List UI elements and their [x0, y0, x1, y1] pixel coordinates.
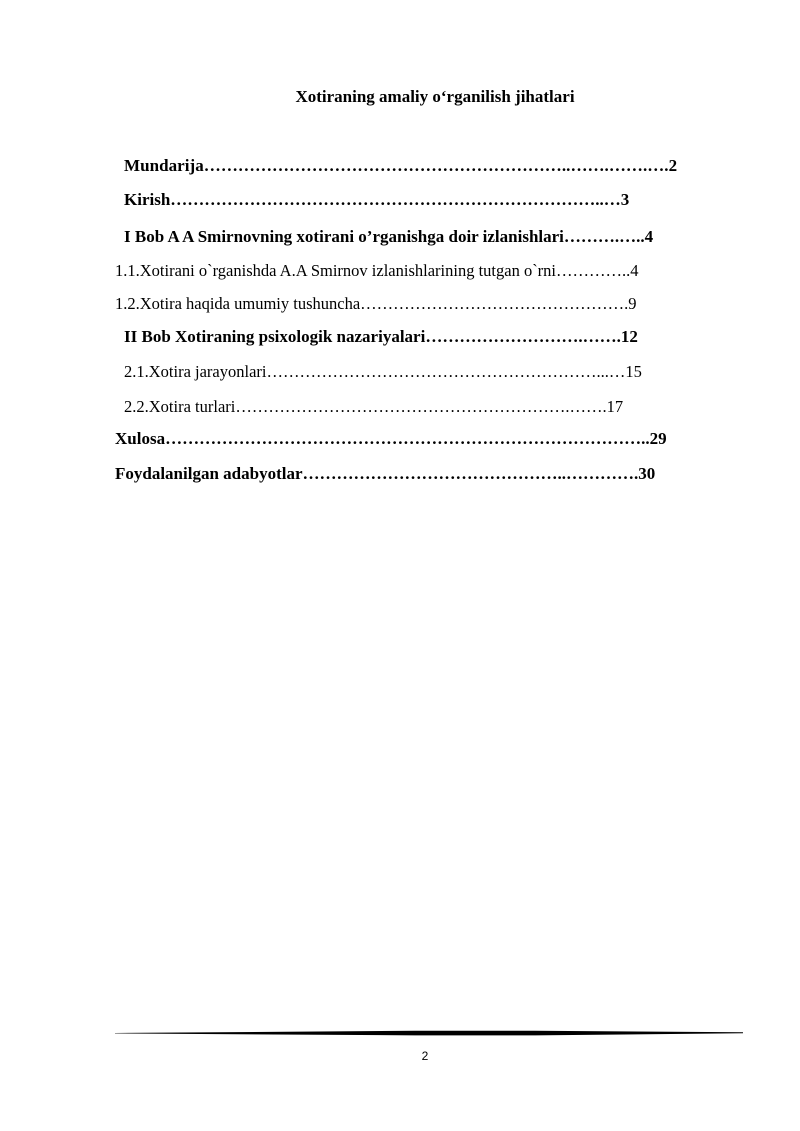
toc-entry-section-2-1[interactable]: 2.1.Xotira jarayonlari……………………………………………………...…15: [124, 362, 642, 381]
toc-entry-chapter-1[interactable]: I Bob A A Smirnovning xotirani o’rganishga doir izlanishlari……….…..4: [124, 227, 654, 246]
toc-entry-section-1-2[interactable]: 1.2.Xotira haqida umumiy tushuncha………………………………………….9: [115, 294, 637, 313]
footer-divider: [115, 1029, 743, 1037]
toc-entry-mundarija[interactable]: Mundarija………………………………………………………..…….…….….2: [124, 156, 678, 175]
toc-entry-section-2-2[interactable]: 2.2.Xotira turlari…………………………………………………….…….17: [124, 397, 624, 416]
toc-entry-xulosa[interactable]: Xulosa…………………………………………………………………………..29: [115, 429, 667, 448]
page-title: Xotiraning amaliy o‘rganilish jihatlari: [295, 87, 575, 106]
page-number: 2: [421, 1049, 429, 1063]
toc-entry-kirish[interactable]: Kirish…………………………………………………………………..…3: [124, 190, 630, 209]
toc-entry-foydalanilgan-adabyotlar[interactable]: Foydalanilgan adabyotlar………………………………………..………….30: [115, 464, 656, 483]
toc-entry-chapter-2[interactable]: II Bob Xotiraning psixologik nazariyalari……………………….…….12: [124, 327, 638, 346]
toc-entry-section-1-1[interactable]: 1.1.Xotirani o`rganishda A.A Smirnov izlanishlarining tutgan o`rni…………..4: [115, 261, 639, 280]
